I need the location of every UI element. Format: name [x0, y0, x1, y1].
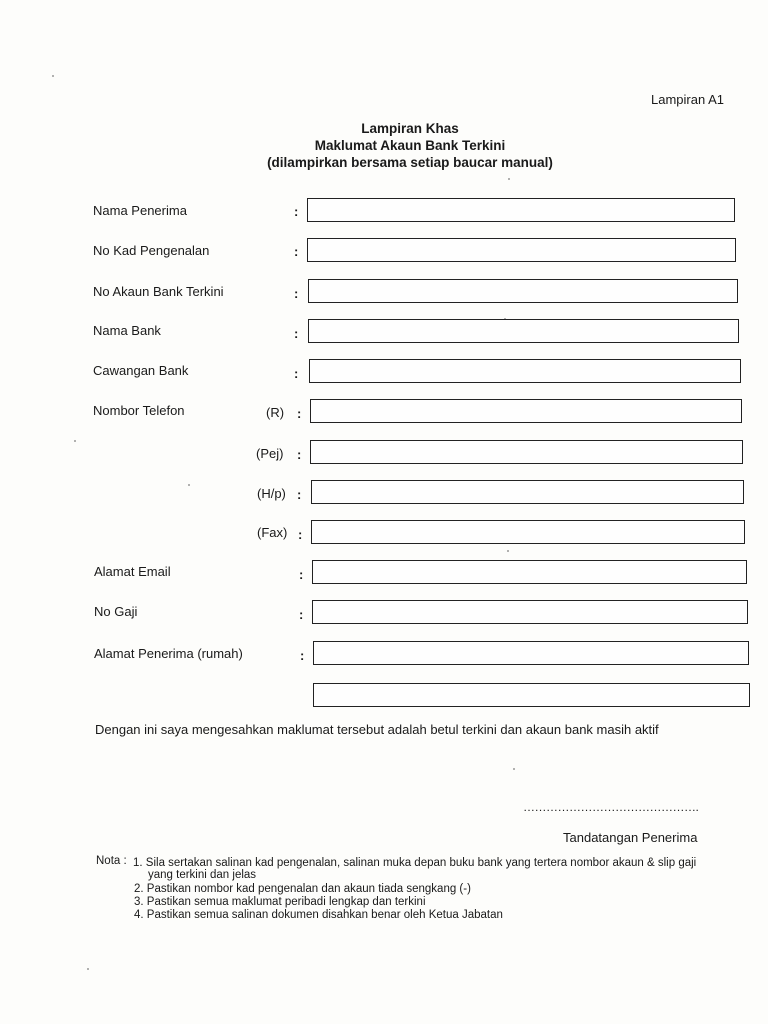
alamat-penerima-field-line-1[interactable] — [313, 641, 749, 665]
scan-speck — [513, 768, 515, 770]
note-item-2: 2. Pastikan nombor kad pengenalan dan akaun tiada sengkang (-) — [134, 883, 471, 895]
colon: : — [298, 527, 303, 542]
signature-label: Tandatangan Penerima — [563, 830, 698, 845]
label-nama-penerima: Nama Penerima — [93, 203, 187, 218]
notes-heading: Nota : — [96, 855, 127, 867]
nama-penerima-field[interactable] — [307, 198, 735, 222]
tel-hp-field[interactable] — [311, 480, 744, 504]
label-alamat-penerima: Alamat Penerima (rumah) — [94, 646, 243, 661]
label-tel-rumah: (R) — [266, 405, 285, 420]
attachment-reference: Lampiran A1 — [651, 92, 724, 107]
colon: : — [299, 607, 304, 622]
scan-speck — [188, 484, 190, 486]
alamat-penerima-field-line-2[interactable] — [313, 683, 750, 707]
colon: : — [294, 366, 299, 381]
tel-fax-field[interactable] — [311, 520, 745, 544]
scan-speck — [52, 75, 54, 77]
colon: : — [294, 204, 299, 219]
label-tel-fax: (Fax) — [257, 525, 288, 540]
cawangan-bank-field[interactable] — [309, 359, 741, 383]
colon: : — [294, 286, 299, 301]
no-kad-pengenalan-field[interactable] — [307, 238, 736, 262]
colon: : — [294, 326, 299, 341]
colon: : — [297, 447, 302, 462]
scan-speck — [507, 550, 509, 552]
scan-speck — [74, 440, 76, 442]
signature-line[interactable]: ………………………………………. — [523, 800, 699, 814]
colon: : — [299, 567, 304, 582]
form-title — [200, 120, 620, 171]
colon: : — [297, 406, 302, 421]
note-item-4: 4. Pastikan semua salinan dokumen disahkan benar oleh Ketua Jabatan — [134, 909, 503, 921]
label-cawangan-bank: Cawangan Bank — [93, 363, 189, 378]
label-no-kad-pengenalan: No Kad Pengenalan — [93, 243, 210, 258]
label-alamat-email: Alamat Email — [94, 564, 171, 579]
colon: : — [297, 487, 302, 502]
tel-rumah-field[interactable] — [310, 399, 742, 423]
label-nombor-telefon: Nombor Telefon — [93, 403, 185, 418]
nama-bank-field[interactable] — [308, 319, 739, 343]
note-item-3: 3. Pastikan semua maklumat peribadi lengkap dan terkini — [134, 896, 426, 908]
title-line-2: Maklumat Akaun Bank Terkini — [314, 138, 506, 153]
alamat-email-field[interactable] — [312, 560, 747, 584]
no-akaun-bank-field[interactable] — [308, 279, 738, 303]
label-nama-bank: Nama Bank — [93, 323, 161, 338]
scan-speck — [508, 178, 510, 180]
note-item-1: 1. Sila sertakan salinan kad pengenalan, salinan muka depan buku bank yang tertera nombor akaun & slip gaji — [133, 857, 697, 869]
scan-speck — [87, 968, 89, 970]
label-no-akaun-bank: No Akaun Bank Terkini — [93, 284, 224, 299]
label-tel-hp: (H/p) — [257, 486, 286, 501]
note-item-1-continued: yang terkini dan jelas — [148, 869, 257, 881]
title-line-3: (dilampirkan bersama setiap baucar manual) — [267, 155, 553, 170]
no-gaji-field[interactable] — [312, 600, 748, 624]
colon: : — [294, 244, 299, 259]
tel-pejabat-field[interactable] — [310, 440, 743, 464]
colon: : — [300, 648, 305, 663]
label-tel-pejabat: (Pej) — [256, 446, 284, 461]
title-line-1: Lampiran Khas — [361, 121, 459, 136]
declaration-text: Dengan ini saya mengesahkan maklumat tersebut adalah betul terkini dan akaun bank masih aktif — [95, 722, 659, 737]
label-no-gaji: No Gaji — [94, 604, 138, 619]
